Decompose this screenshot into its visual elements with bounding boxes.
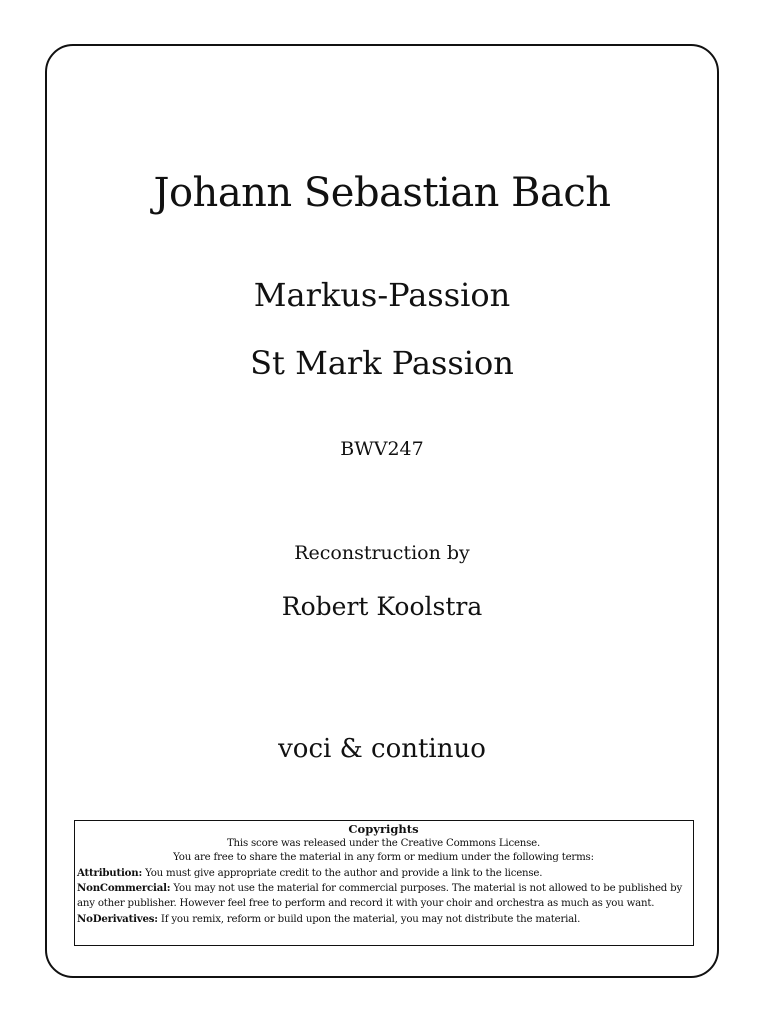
copyright-line-license: This score was released under the Creative Commons License. <box>226 837 541 849</box>
reconstruction-label: Reconstruction by <box>294 542 470 564</box>
copyright-notice-box <box>74 820 694 946</box>
term-label: NoDerivatives: <box>77 912 158 925</box>
copyright-term-attribution <box>77 866 690 882</box>
scoring-description: voci & continuo <box>278 734 486 764</box>
composer-name: Johann Sebastian Bach <box>153 170 611 216</box>
term-text: You must give appropriate credit to the author and provide a link to the license. <box>142 867 543 879</box>
term-text: You may not use the material for commercial purposes. The material is not allowed to be published by any other publisher. However feel free to perform and record it with your choir and orchestra as much as you want. <box>77 883 683 909</box>
arranger-name: Robert Koolstra <box>281 592 483 621</box>
title-german: Markus-Passion <box>253 276 511 314</box>
term-label: NonCommercial: <box>77 882 171 895</box>
title-english: St Mark Passion <box>250 344 514 382</box>
catalogue-number: BWV247 <box>340 438 424 460</box>
copyright-term-noncommercial <box>77 881 690 911</box>
copyright-term-noderivatives <box>77 912 690 928</box>
copyright-line-terms-intro: You are free to share the material in any form or medium under the following terms: <box>173 852 594 864</box>
copyright-heading: Copyrights <box>348 822 419 836</box>
term-text: If you remix, reform or build upon the material, you may not distribute the material. <box>157 913 581 925</box>
term-label: Attribution: <box>77 866 143 879</box>
